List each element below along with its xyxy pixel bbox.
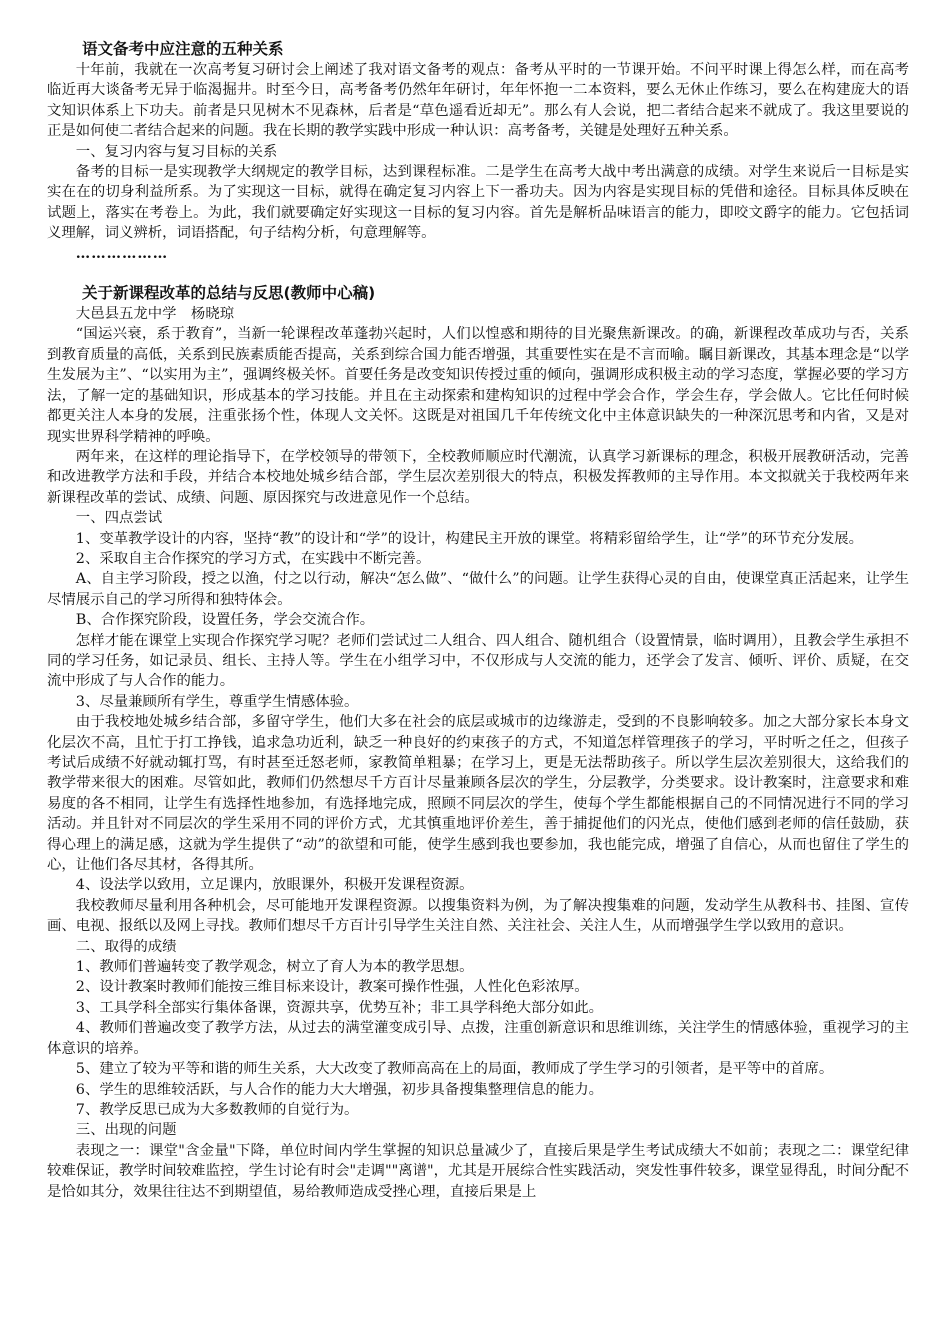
article-2-section-heading: 一、四点尝试	[75, 510, 163, 527]
article-2-byline: 大邑县五龙中学 杨晓琼	[75, 306, 235, 323]
article-1-title: 语文备考中应注意的五种关系	[82, 40, 284, 58]
article-1-paragraph: 备考的目标一是实现教学大纲规定的教学目标，达到课程标准。二是学生在高考大战中考出满意的成绩。对学生来说后一目标是实实在在的切身利益所系。为了实现这一目标，就得在确定复习内容上下一番功夫。因为内容是实现目标的凭借和途径。目标具体反映在试题上，落实在考卷上。为此，我们就要确定好实现这一目标的复习内容。首先是解析品味语言的能力，即咬文爵字的能力。它包括词义理解，词义辨析，词语搭配，句子结构分析，句意理解等。	[47, 164, 909, 242]
article-2-list-item: A、自主学习阶段，授之以渔，付之以行动，解决“怎么做”、“做什么”的问题。让学生获得心灵的自由，使课堂真正活起来，让学生尽情展示自己的学习所得和独特体会。	[47, 571, 909, 608]
article-2-list-item: 3、工具学科全部实行集体备课，资源共享，优势互补；非工具学科绝大部分如此。	[75, 999, 604, 1016]
article-2-list-item: 6、学生的思维较活跃，与人合作的能力大大增强，初步具备搜集整理信息的能力。	[75, 1081, 604, 1098]
article-1-paragraph: 十年前，我就在一次高考复习研讨会上阐述了我对语文备考的观点：备考从平时的一节课开始。不问平时课上得怎么样，而在高考临近再大谈备考无异于临渴掘井。时至今日，高考备考仍然年年研讨，年年怀抱一二本资料，要么无休止作练习，要么在构建庞大的语文知识体系上下功夫。前者是只见树木不见森林，后者是“草色遥看近却无”。那么有人会说，把二者结合起来不就成了。我这里要说的正是如何使二者结合起来的问题。我在长期的教学实践中形成一种认识：高考备考，关键是处理好五种关系。	[47, 62, 909, 140]
article-2-list-item: 7、教学反思已成为大多数教师的自觉行为。	[75, 1101, 359, 1118]
article-2-list-item: 4、教师们普遍改变了教学方法，从过去的满堂灌变成引导、点拨，注重创新意识和思维训练，关注学生的情感体验，重视学习的主体意识的培养。	[47, 1020, 909, 1057]
article-2-list-item: 2、设计教案时教师们能按三维目标来设计，教案可操作性强，人性化色彩浓厚。	[75, 979, 589, 996]
article-2-paragraph: 由于我校地处城乡结合部，多留守学生，他们大多在社会的底层或城市的边缘游走，受到的不良影响较多。加之大部分家长本身文化层次不高，且忙于打工挣钱，追求急功近利，缺乏一种良好的约束孩子的方式，不知道怎样管理孩子的学习，平时听之任之，但孩子考试后成绩不好就动辄打骂，有时甚至迁怒老师，家教简单粗暴；在学习上，更是无法帮助孩子。所以学生层次差别很大，这给我们的教学带来很大的困难。尽管如此，教师们仍然想尽千方百计尽量兼顾各层次的学生，分层教学，分类要求。设计教案时，注意要求和难易度的各不相同，让学生有选择性地参加，有选择地完成，照顾不同层次的学生，使每个学生都能根据自己的不同情况进行不同的学习活动。并且针对不同层次的学生采用不同的评价方式，尤其慎重地评价差生，善于捕捉他们的闪光点，使他们感到老师的信任鼓励，获得心理上的满足感，这就为学生提供了“动”的欲望和可能，使学生感到我也要参加，我也能完成，增强了自信心，从而也留住了学生的心，让他们各尽其材，各得其所。	[47, 714, 909, 874]
article-2-title: 关于新课程改革的总结与反思(教师中心稿)	[82, 284, 376, 303]
article-2-list-item: 3、尽量兼顾所有学生，尊重学生情感体验。	[75, 693, 359, 710]
article-2-list-item: 1、教师们普遍转变了教学观念，树立了育人为本的教学思想。	[75, 959, 474, 976]
article-2-list-item: 2、采取自主合作探究的学习方式，在实践中不断完善。	[75, 550, 431, 567]
article-2-paragraph: “国运兴衰，系于教育”，当新一轮课程改革蓬勃兴起时，人们以惶惑和期待的目光聚焦新课改。的确，新课程改革成功与否，关系到教育质量的高低，关系到民族素质能否提高，关系到综合国力能否增强，其重要性实在是不言而喻。瞩目新课改，其基本理念是“以学生发展为主”、“以实用为主”，强调终极关怀。首要任务是改变知识传授过重的倾向，强调形成积极主动的学习态度，掌握必要的学习方法，了解一定的基础知识，形成基本的学习技能。并且在主动探索和建构知识的过程中学会合作，学会生存，学会做人。它比任何时候都更关注人本身的发展，注重张扬个性，体现人文关怀。这既是对祖国几千年传统文化中主体意识缺失的一种深沉思考和内省，又是对现实世界科学精神的呼唤。	[47, 326, 909, 445]
article-2-list-item: 4、设法学以致用，立足课内，放眼课外，积极开发课程资源。	[75, 877, 474, 894]
article-2-section-heading: 二、取得的成绩	[75, 938, 177, 955]
article-2-paragraph: 表现之一：课堂"含金量"下降，单位时间内学生掌握的知识总量减少了，直接后果是学生考试成绩大不如前；表现之二：课堂纪律较难保证，教学时间较难监控，学生讨论有时会"走调""离谱"，尤其是开展综合性实践活动，突发性事件较多，课堂显得乱，时间分配不是恰如其分，效果往往达不到期望值，易给教师造成受挫心理，直接后果是上	[47, 1142, 909, 1200]
article-1-section-heading: 一、复习内容与复习目标的关系	[75, 143, 278, 160]
article-2-list-item: 5、建立了较为平等和谐的师生关系，大大改变了教师高高在上的局面，教师成了学生学习的引领者，是平等中的首席。	[75, 1061, 834, 1078]
article-2-list-item: B、合作探究阶段，设置任务，学会交流合作。	[75, 612, 375, 629]
article-2-section-heading: 三、出现的问题	[75, 1122, 177, 1139]
document-page	[47, 38, 909, 1202]
article-2-paragraph: 两年来，在这样的理论指导下，在学校领导的带领下，全校教师顺应时代潮流，认真学习新课标的理念，积极开展教研活动，完善和改进教学方法和手段，并结合本校地处城乡结合部，学生层次差别很大的特点，积极发挥教师的主导作用。本文拟就关于我校两年来新课程改革的尝试、成绩、问题、原因探究与改进意见作一个总结。	[47, 448, 909, 506]
article-1-ellipsis: ………………	[75, 244, 169, 262]
article-2-paragraph: 怎样才能在课堂上实现合作探究学习呢？老师们尝试过二人组合、四人组合、随机组合（设置情景，临时调用），且教会学生承担不同的学习任务，如记录员、组长、主持人等。学生在小组学习中，不仅形成与人交流的能力，还学会了发言、倾听、评价、质疑，在交流中形成了与人合作的能力。	[47, 632, 909, 690]
article-2-paragraph: 我校教师尽量利用各种机会，尽可能地开发课程资源。以搜集资料为例，为了解决搜集难的问题，发动学生从教科书、挂图、宣传画、电视、报纸以及网上寻找。教师们想尽千方百计引导学生关注自然、关注社会、关注人生，从而增强学生学以致用的意识。	[47, 897, 909, 935]
article-2-list-item: 1、变革教学设计的内容，坚持“教”的设计和“学”的设计，构建民主开放的课堂。将精彩留给学生，让“学”的环节充分发展。	[75, 530, 864, 547]
